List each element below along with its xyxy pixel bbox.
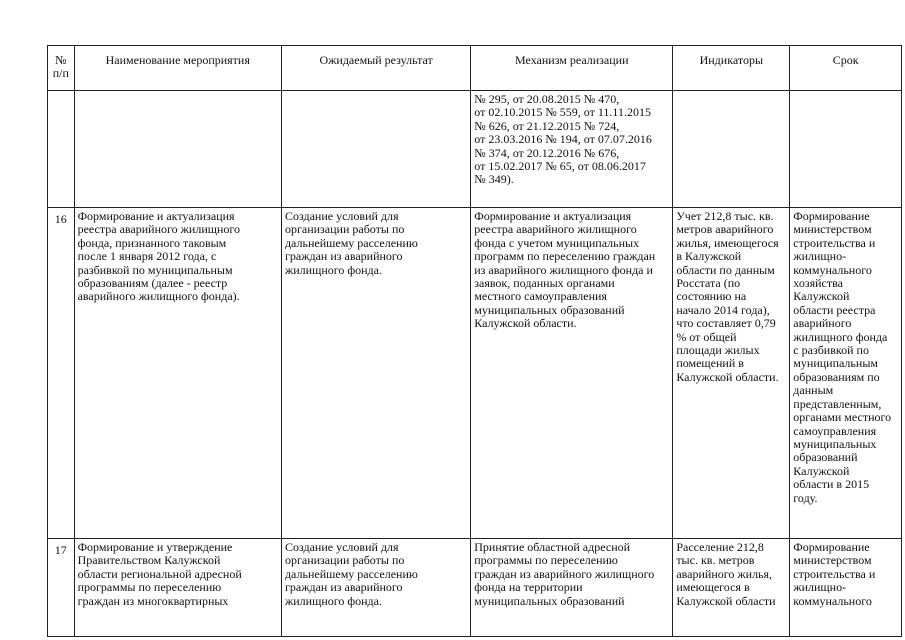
cell-indicators: Учет 212,8 тыс. кв. метров аварийного жилья, имеющегося в Калужской области по данным Росстата (по состоянию на начало 2014 года), что составляет 0,79 % от общей площади жилых помещений в Калужской области. [673,208,790,539]
header-name: Наименование мероприятия [74,46,281,91]
cell-result [281,91,470,208]
cell-name: Формирование и актуализация реестра аварийного жилищного фонда, признанного таковым после 1 января 2012 года, с разбивкой по муниципальным образованиям (далее - реестр аварийного жилищного фонда). [74,208,281,539]
cell-mechanism: № 295, от 20.08.2015 № 470, от 02.10.2015 № 559, от 11.11.2015 № 626, от 21.12.2015 № 724, от 23.03.2016 № 194, от 07.07.2016 № 374, от 20.12.2016 № 676, от 15.02.2017 № 65, от 08.06.2017 № 349). [471,91,673,208]
table-row [48,208,902,539]
cell-name: Формирование и утверждение Правительством Калужской области региональной адресной программы по переселению граждан из многоквартирных [74,539,281,637]
measures-table [47,45,902,637]
cell-indicators [673,91,790,208]
table-row [48,539,902,637]
cell-mechanism: Принятие областной адресной программы по переселению граждан из аварийного жилищного фонда на территории муниципальных образований [471,539,673,637]
table-header-row [48,46,902,91]
header-num: № п/п [48,46,75,91]
table-row [48,91,902,208]
header-result: Ожидаемый результат [281,46,470,91]
cell-term: Формирование министерством строительства и жилищно- коммунального хозяйства Калужской области реестра аварийного жилищного фонда с разбивкой по муниципальным образованиям по данным представленным, органами местного самоуправления муниципальных образований Калужской области в 2015 году. [790,208,902,539]
cell-result: Создание условий для организации работы по дальнейшему расселению граждан из аварийного жилищного фонда. [281,539,470,637]
cell-result: Создание условий для организации работы по дальнейшему расселению граждан из аварийного жилищного фонда. [281,208,470,539]
header-indicators: Индикаторы [673,46,790,91]
cell-num: 17 [48,539,75,637]
cell-num: 16 [48,208,75,539]
cell-name [74,91,281,208]
cell-term: Формирование министерством строительства и жилищно- коммунального [790,539,902,637]
cell-num [48,91,75,208]
cell-indicators: Расселение 212,8 тыс. кв. метров аварийного жилья, имеющегося в Калужской области [673,539,790,637]
cell-mechanism: Формирование и актуализация реестра аварийного жилищного фонда с учетом муниципальных программ по переселению граждан из аварийного жилищного фонда и заявок, поданных органами местного самоуправления муниципальных образований Калужской области. [471,208,673,539]
header-mechanism: Механизм реализации [471,46,673,91]
cell-term [790,91,902,208]
header-term: Срок [790,46,902,91]
